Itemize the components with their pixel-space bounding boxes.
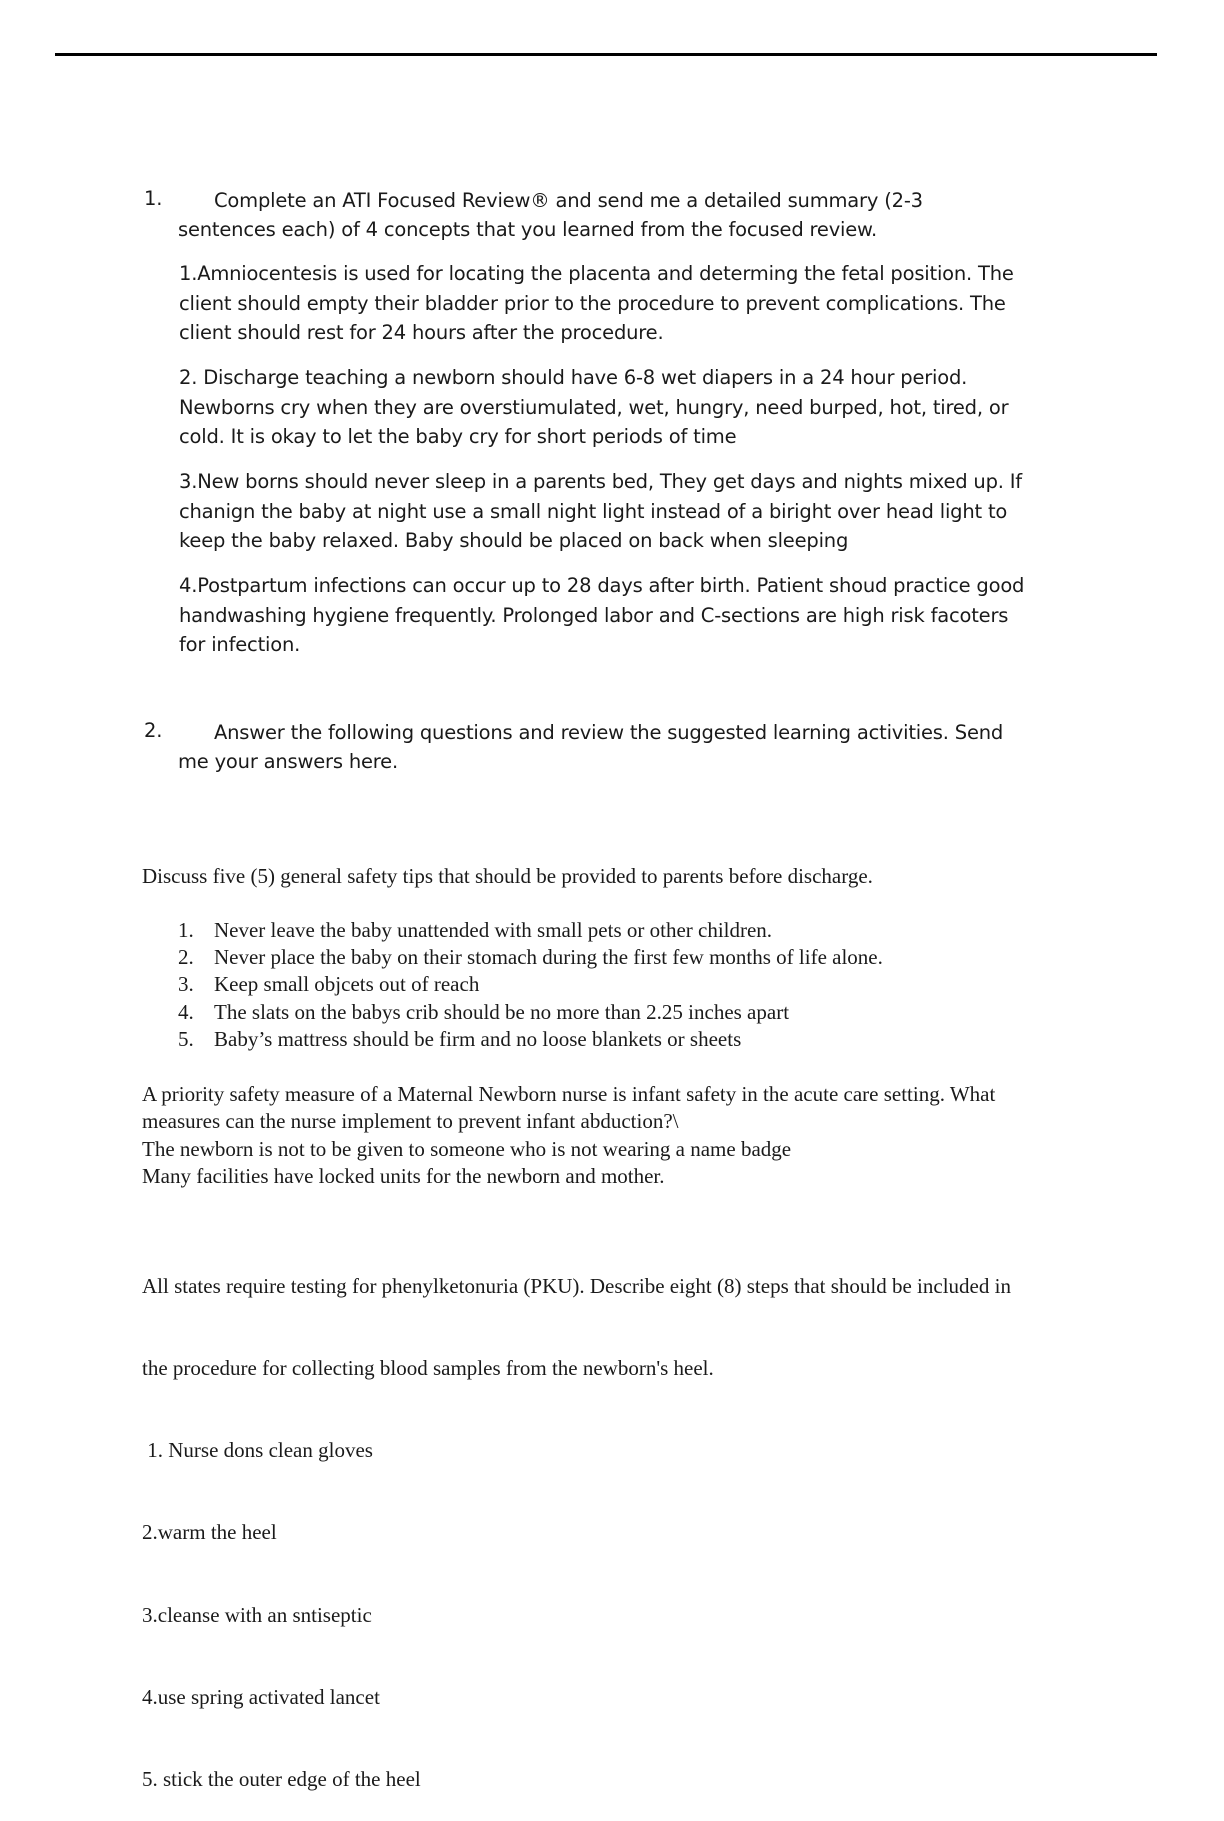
abduction-line: The newborn is not to be given to someone who is not wearing a name badge: [142, 1136, 792, 1161]
question-1-number: 1.: [144, 187, 163, 210]
concept-3-line: chanign the baby at night use a small night light instead of a biright over head light to: [179, 499, 1008, 523]
question-1-line-2: sentences each) of 4 concepts that you learned from the focused review.: [178, 218, 878, 241]
pku-section: [142, 1218, 1011, 1821]
list-item-number: 4.: [178, 999, 194, 1024]
concept-4-line: handwashing hygiene frequently. Prolonged labor and C-sections are high risk facoters: [179, 603, 1009, 627]
concept-1-line: 1.Amniocentesis is used for locating the placenta and determing the fetal position. The: [179, 262, 1014, 285]
concept-1: [179, 259, 1014, 348]
abduction-line: A priority safety measure of a Maternal Newborn nurse is infant safety in the acute care setting. What: [142, 1082, 996, 1106]
concept-1-line: client should rest for 24 hours after the procedure.: [179, 321, 664, 344]
pku-line: 5. stick the outer edge of the heel: [142, 1767, 421, 1792]
concept-4-line: for infection.: [179, 633, 301, 656]
list-item: [178, 944, 883, 971]
list-item-number: 3.: [178, 972, 194, 997]
list-item: [178, 999, 883, 1026]
concept-1-line: client should empty their bladder prior to the procedure to prevent complications. The: [179, 291, 1006, 315]
list-item: [178, 917, 883, 944]
list-item-text: Baby’s mattress should be firm and no loose blankets or sheets: [214, 1026, 742, 1051]
list-item: [178, 971, 883, 998]
list-item-number: 5.: [178, 1026, 194, 1051]
abduction-line: measures can the nurse implement to prevent infant abduction?\: [142, 1109, 679, 1134]
concept-2-line: Newborns cry when they are overstiumulated, wet, hungry, need burped, hot, tired, or: [179, 395, 1009, 419]
pku-line: 3.cleanse with an sntiseptic: [142, 1602, 372, 1627]
list-item-text: Keep small objcets out of reach: [214, 972, 480, 997]
question-1-line-1: Complete an ATI Focused Review® and send me a detailed summary (2-3: [214, 189, 923, 212]
concept-3: [179, 467, 1022, 556]
list-item-text: Never leave the baby unattended with small pets or other children.: [214, 918, 773, 942]
safety-prompt: Discuss five (5) general safety tips that should be provided to parents before discharge.: [142, 864, 873, 888]
list-item: [178, 1026, 883, 1053]
pku-line: 2.warm the heel: [142, 1520, 277, 1545]
list-item-number: 1.: [178, 918, 194, 942]
concept-2-line: cold. It is okay to let the baby cry for short periods of time: [179, 425, 737, 448]
pku-line: All states require testing for phenylketonuria (PKU). Describe eight (8) steps that should be included in: [142, 1273, 1011, 1298]
question-2-line-2: me your answers here.: [178, 750, 398, 773]
concept-2: [179, 363, 1008, 452]
concept-4: [179, 571, 1024, 660]
pku-line: 1. Nurse dons clean gloves: [142, 1438, 373, 1463]
abduction-line: Many facilities have locked units for the newborn and mother.: [142, 1164, 665, 1189]
concept-2-line: 2. Discharge teaching a newborn should have 6-8 wet diapers in a 24 hour period.: [179, 366, 968, 389]
header-rule: [55, 53, 1157, 56]
concept-3-line: 3.New borns should never sleep in a parents bed, They get days and nights mixed up. If: [179, 470, 1022, 493]
question-1-prompt: [178, 186, 923, 244]
list-item-number: 2.: [178, 945, 194, 970]
concept-3-line: keep the baby relaxed. Baby should be placed on back when sleeping: [179, 529, 849, 552]
abduction-section: [142, 1081, 995, 1191]
concept-4-line: 4.Postpartum infections can occur up to 28 days after birth. Patient shoud practice good: [179, 574, 1025, 597]
pku-line: 4.use spring activated lancet: [142, 1684, 380, 1709]
pku-line: the procedure for collecting blood samples from the newborn's heel.: [142, 1356, 714, 1381]
question-2-line-1: Answer the following questions and review the suggested learning activities. Send: [214, 721, 1004, 744]
list-item-text: Never place the baby on their stomach during the first few months of life alone.: [214, 945, 883, 970]
question-2-number: 2.: [144, 719, 163, 742]
list-item-text: The slats on the babys crib should be no more than 2.25 inches apart: [214, 999, 790, 1024]
safety-tips-list: [178, 917, 883, 1053]
question-2-prompt: [178, 718, 1003, 776]
